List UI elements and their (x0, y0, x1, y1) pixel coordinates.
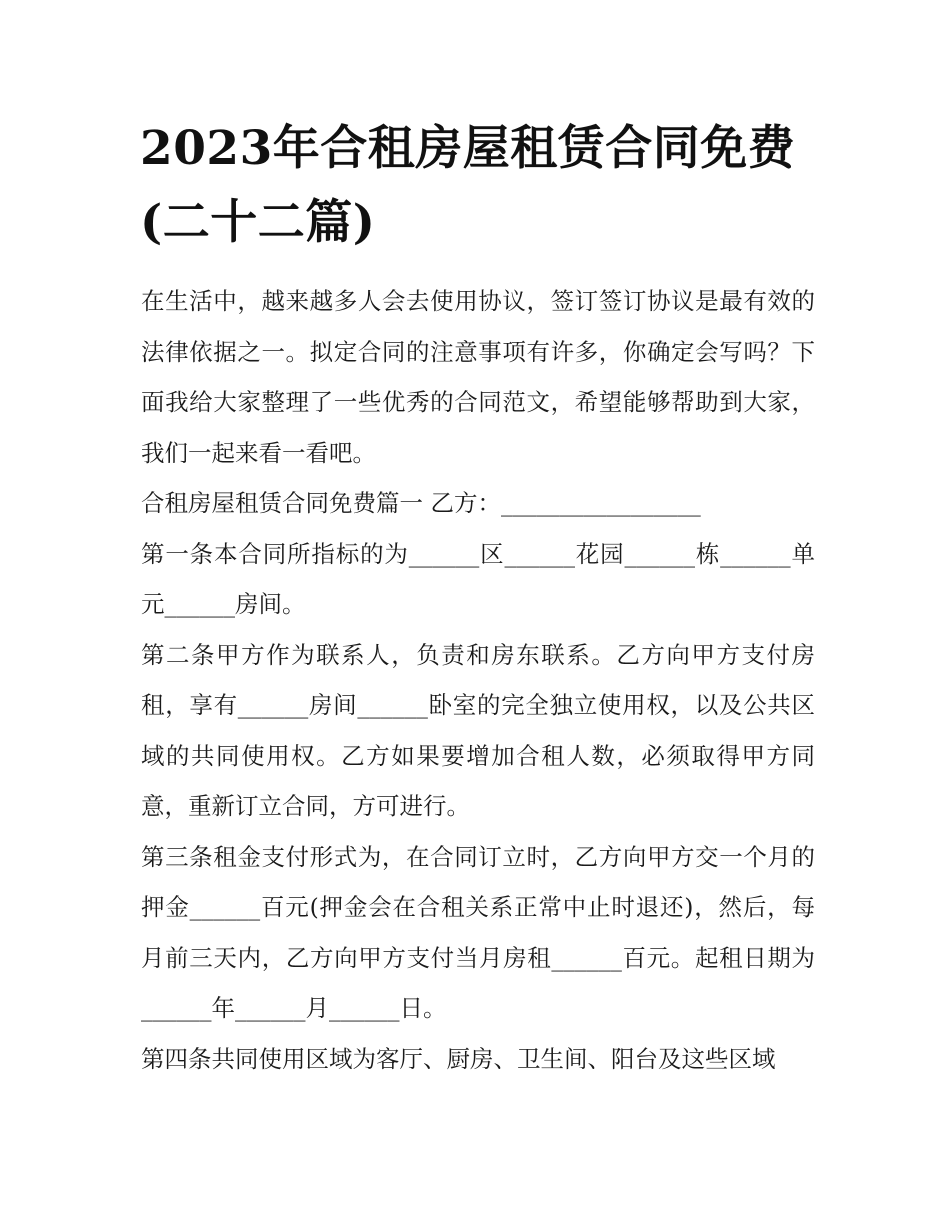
contract-heading-line: 合租房屋租赁合同免费篇一 乙方：_________________ (141, 489, 701, 517)
article-3-paragraph: 第三条租金支付形式为，在合同订立时，乙方向甲方交一个月的押金______百元(押金会在合租关系正常中止时退还)，然后，每月前三天内，乙方向甲方支付当月房租______百元。起租日期为______年______月______日。 (141, 842, 815, 1022)
title-line-2: (二十二篇) (140, 195, 376, 250)
intro-paragraph: 在生活中，越来越多人会去使用协议，签订签订协议是最有效的法律依据之一。拟定合同的注意事项有许多，你确定会写吗？下面我给大家整理了一些优秀的合同范文，希望能够帮助到大家，我们一起来看一看吧。 (141, 287, 815, 467)
title-line-1: 2023年合租房屋租赁合同免费 (140, 121, 796, 176)
document-body (141, 276, 815, 1084)
article-1-paragraph: 第一条本合同所指标的为______区______花园______栋______单元______房间。 (141, 539, 815, 618)
article-2-paragraph: 第二条甲方作为联系人，负责和房东联系。乙方向甲方支付房租，享有______房间______卧室的完全独立使用权，以及公共区域的共同使用权。乙方如果要增加合租人数，必须取得甲方同意，重新订立合同，方可进行。 (141, 640, 815, 820)
article-4-paragraph: 第四条共同使用区域为客厅、厨房、卫生间、阳台及这些区域 (141, 1044, 776, 1073)
document-title (140, 112, 830, 260)
